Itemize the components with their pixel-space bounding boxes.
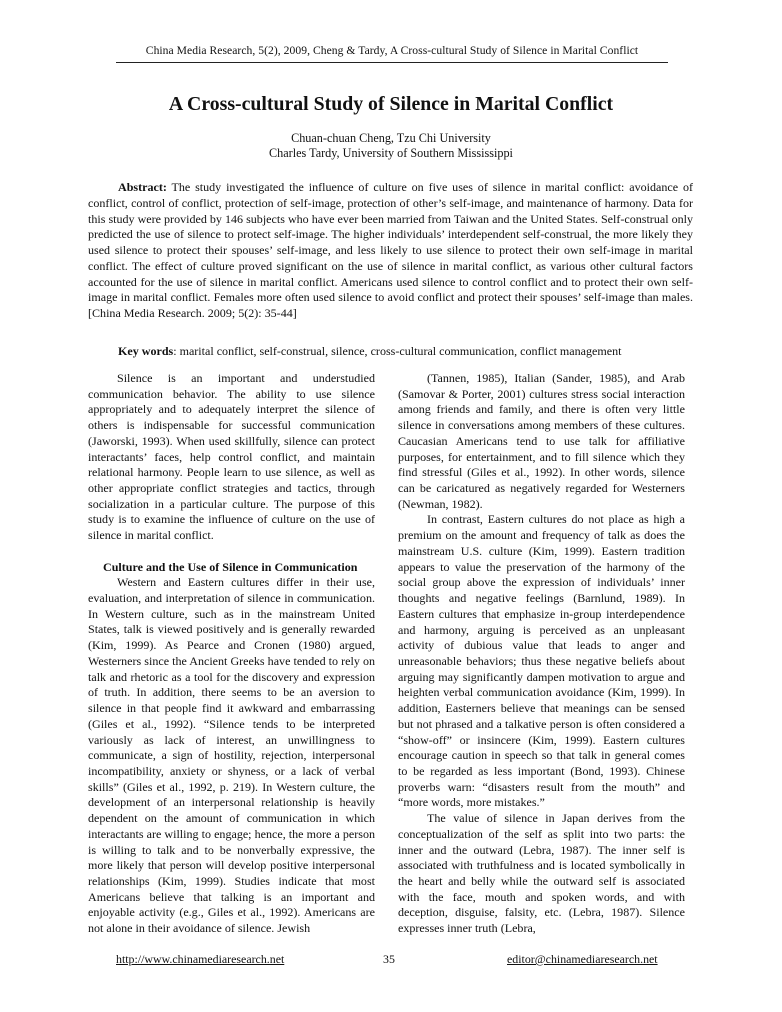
footer-email-link[interactable]: editor@chinamediaresearch.net: [507, 952, 658, 966]
page-number: 35: [383, 952, 395, 966]
keywords-label: Key words: [118, 344, 174, 358]
paragraph: In contrast, Eastern cultures do not place as high a premium on the amount and frequency of talk as does the mainstream U.S. culture (Kim, 1999). Eastern tradition appears to value the preservation of the harmony of the social group above the expression of individuals’ inner thoughts and negative feelings (Barnlund, 1989). In Eastern cultures that emphasize in-group interdependence and harmony, arguing is perceived as an unpleasant activity of dubious value that leads to anger and unreasonable behaviors; thus these negative beliefs about arguing may significantly dampen motivation to argue and heighten verbal communication avoidance (Kim, 1999). In addition, Easterners believe that meanings can be sensed but not phrased and a talkative person is often considered a “show-off” or insincere (Kim, 1999). Eastern cultures encourage caution in speech so that talk in general comes to be regarded as less important (Bond, 1993). Chinese proverbs warn: “disasters result from the mouth” and “more words, more mistakes.”: [398, 512, 685, 810]
left-column: [88, 371, 375, 937]
abstract-text: The study investigated the influence of culture on five uses of silence in marital conflict: avoidance of conflict, control of conflict, protection of self-image, protection of other’s self-image, and maintenance of harmony. Data for this study were provided by 146 subjects who have ever been married from Taiwan and the United States. Self-construal only predicted the use of silence to protect self-image. The higher individuals’ interdependent self-construal, the more likely they used silence to protect their spouses’ self-image, and less likely to use silence to protect their own self-image in marital conflict. The effect of culture proved significant on the use of silence in marital conflict, as various other cultural factors accounted for the use of silence in marital conflict. Americans used silence to control conflict and to protect their own self-image in marital conflict. Females more often used silence to avoid conflict and protect their spouses’ self-image than males. [China Media Research. 2009; 5(2): 35-44]: [88, 180, 693, 320]
paragraph: (Tannen, 1985), Italian (Sander, 1985), and Arab (Samovar & Porter, 2001) cultures stress social interaction among friends and family, and there is often very little silence in conversations among members of these cultures. Caucasian Americans tend to use talk for affiliative purposes, for entertainment, and to fill silence which they find stressful (Giles et al., 1992). In other words, silence can be caricatured as negatively regarded for Westerners (Newman, 1982).: [398, 371, 685, 511]
author-1: Chuan-chuan Cheng, Tzu Chi University: [291, 131, 491, 145]
paragraph: Western and Eastern cultures differ in their use, evaluation, and interpretation of silence in communication. In Western culture, such as in the mainstream United States, talk is viewed positively and is generally rewarded (Kim, 1999). As Pearce and Cronen (1980) argued, Westerners since the Ancient Greeks have tended to rely on talk and rhetoric as a tool for the discovery and expression of truth. In addition, there seems to be an aversion to silence in that people find it awkward and embarrassing (Giles et al., 1992). “Silence tends to be interpreted variously as lack of interest, an unwillingness to communicate, a sign of hostility, rejection, interpersonal incompatibility, anxiety or shyness, or a lack of verbal skills” (Giles et al., 1992, p. 219). In Western culture, the development of an interpersonal relationship is heavily dependent on the amount of communication in which interactants are willing to engage; hence, the more a person is willing to talk and to be nonverbally expressive, the more likely that person will develop positive interpersonal relationships (Kim, 1999). Studies indicate that most Americans believe that talking is an important and enjoyable activity (e.g., Giles et al., 1992). Americans are not alone in their avoidance of silence. Jewish: [88, 575, 375, 936]
paragraph: Silence is an important and understudied communication behavior. The ability to use silence appropriately and to adequately interpret the silence of others is indispensable for successful communication (Jaworski, 1993). When used skillfully, silence can protect interactants’ faces, help control conflict, and maintain relational harmony. People learn to use silence, as well as other appropriate conflict strategies and tactics, through socialization in a particular culture. The purpose of this study is to examine the influence of culture on the use of silence in marital conflict.: [88, 371, 375, 543]
paper-title: A Cross-cultural Study of Silence in Marital Conflict: [168, 93, 614, 115]
author-block: [0, 131, 782, 162]
running-head: China Media Research, 5(2), 2009, Cheng & Tardy, A Cross-cultural Study of Silence in Marital Conflict: [145, 44, 639, 57]
author-2: Charles Tardy, University of Southern Mississippi: [269, 146, 513, 161]
right-column: [398, 371, 685, 937]
paragraph: The value of silence in Japan derives from the conceptualization of the self as split into two parts: the inner and the outward (Lebra, 1987). The inner self is associated with truthfulness and is located symbolically in the heart and belly while the outward self is associated with the face, mouth and spoken words, and with deception, disguise, falsity, etc. (Lebra, 1987). Silence expresses inner truth (Lebra,: [398, 811, 685, 936]
abstract: [88, 180, 693, 322]
header-rule: [116, 62, 668, 63]
section-heading: Culture and the Use of Silence in Communication: [103, 559, 358, 574]
keywords: [88, 344, 693, 360]
footer-website-link[interactable]: http://www.chinamediaresearch.net: [116, 952, 285, 966]
abstract-label: Abstract:: [118, 180, 167, 194]
keywords-text: : marital conflict, self-construal, silence, cross-cultural communication, conflict management: [173, 344, 622, 358]
